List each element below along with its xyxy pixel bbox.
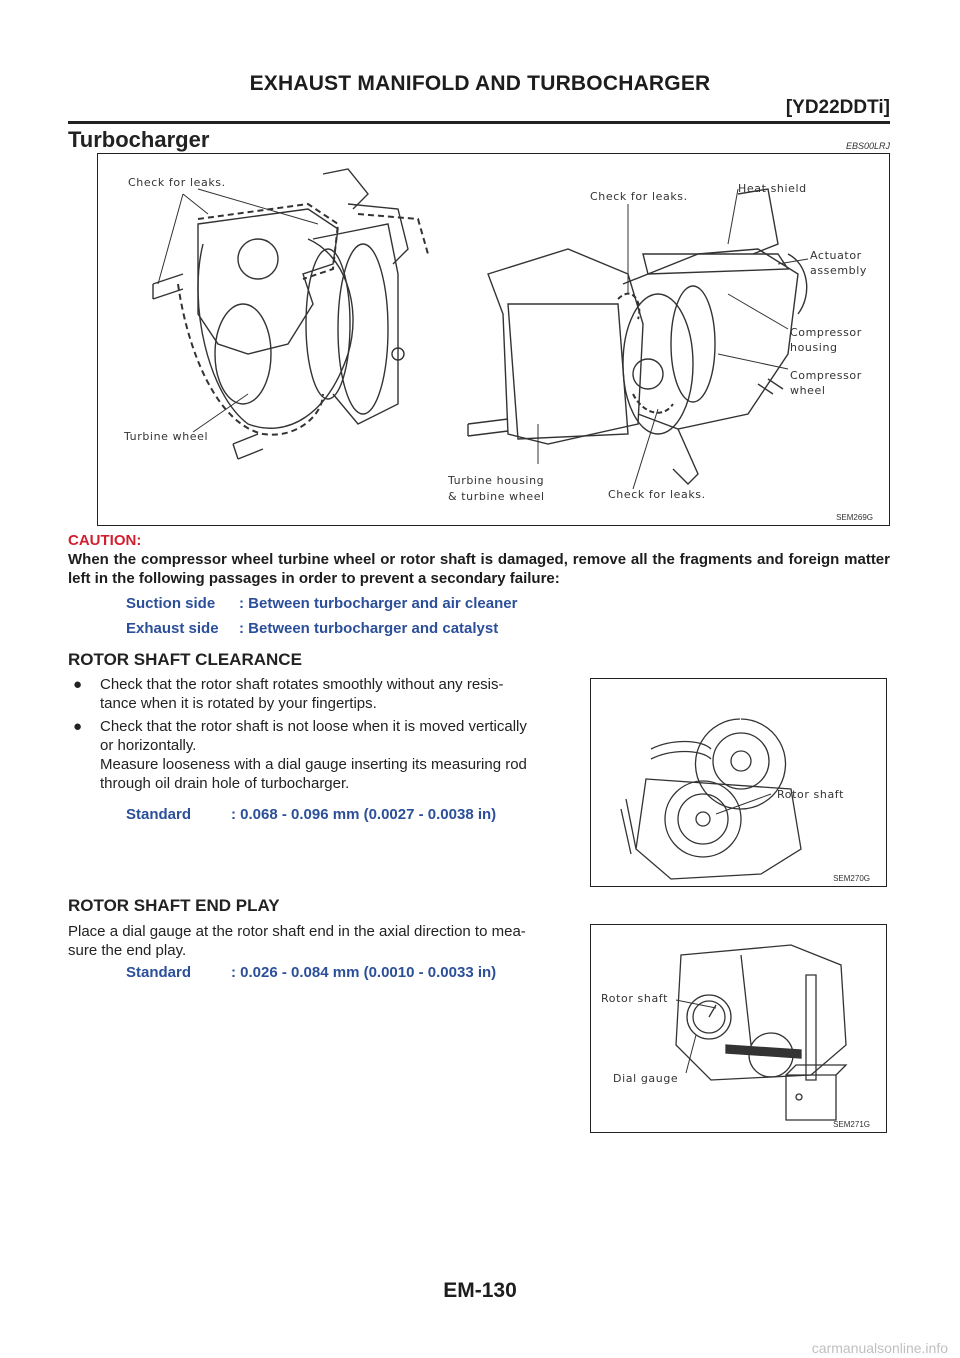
label-turbine-housing-2: & turbine wheel	[448, 490, 545, 503]
label-check-leaks-bottom: Check for leaks.	[608, 488, 706, 501]
section-title: Turbocharger	[68, 127, 210, 152]
label-check-leaks-left: Check for leaks.	[128, 176, 226, 189]
text-line: Check that the rotor shaft is not loose when it is moved vertically	[100, 718, 527, 735]
label-check-leaks-top: Check for leaks.	[590, 190, 688, 203]
text-line: through oil drain hole of turbocharger.	[100, 775, 350, 792]
figure-code: SEM271G	[833, 1120, 870, 1129]
label-heat-shield: Heat shield	[738, 182, 807, 195]
engine-model: [YD22DDTi]	[785, 97, 890, 118]
label-compressor-wheel-2: wheel	[790, 384, 826, 397]
suction-side-label: Suction side	[126, 595, 216, 612]
section-code: EBS00LRJ	[845, 141, 890, 151]
page-number: EM-130	[443, 1279, 517, 1302]
label-compressor-wheel-1: Compressor	[790, 369, 862, 382]
exhaust-side-value: : Between turbocharger and catalyst	[239, 620, 499, 637]
caution-text: When the compressor wheel turbine wheel or rotor shaft is damaged, remove all the fragments and foreign matter left in the following passages in order to prevent a secondary failure:	[68, 551, 890, 587]
label-actuator-2: assembly	[810, 264, 868, 277]
end-play-illustration	[591, 925, 886, 1132]
bullet-dot: ●	[73, 676, 83, 693]
clearance-heading: ROTOR SHAFT CLEARANCE	[68, 650, 302, 669]
figure-code: SEM270G	[833, 874, 870, 883]
watermark: carmanualsonline.info	[811, 1340, 948, 1356]
header-rule	[68, 121, 890, 124]
turbocharger-figure	[97, 153, 890, 526]
text-line: or horizontally.	[100, 737, 197, 754]
label-turbine-housing-1: Turbine housing	[448, 474, 545, 487]
text-line: Place a dial gauge at the rotor shaft end in the axial direction to mea-	[68, 923, 526, 940]
turbocharger-illustration	[98, 154, 889, 525]
exhaust-side-label: Exhaust side	[126, 620, 219, 637]
label-dial-gauge: Dial gauge	[613, 1072, 679, 1085]
text-line: sure the end play.	[68, 942, 187, 959]
label-rotor-shaft: Rotor shaft	[777, 788, 844, 801]
endplay-heading: ROTOR SHAFT END PLAY	[68, 896, 280, 915]
clearance-standard-value: : 0.068 - 0.096 mm (0.0027 - 0.0038 in)	[231, 806, 497, 823]
label-actuator-1: Actuator	[810, 249, 862, 262]
text-line: Check that the rotor shaft rotates smoothly without any resis-	[100, 676, 504, 693]
label-compressor-housing-1: Compressor	[790, 326, 862, 339]
suction-side-value: : Between turbocharger and air cleaner	[239, 595, 518, 612]
text-line: tance when it is rotated by your fingertips.	[100, 695, 377, 712]
rotor-shaft-illustration	[591, 679, 886, 886]
label-compressor-housing-2: housing	[790, 341, 838, 354]
clearance-bullet-2	[100, 717, 580, 793]
manual-chapter-title: EXHAUST MANIFOLD AND TURBOCHARGER	[249, 72, 711, 95]
text-line: Measure looseness with a dial gauge inserting its measuring rod	[100, 756, 527, 773]
end-play-figure	[590, 924, 887, 1133]
endplay-standard-label: Standard	[126, 964, 192, 981]
figure-code: SEM269G	[836, 513, 873, 522]
endplay-standard-value: : 0.026 - 0.084 mm (0.0010 - 0.0033 in)	[231, 964, 497, 981]
endplay-text	[68, 922, 583, 960]
caution-heading: CAUTION:	[68, 532, 142, 549]
clearance-bullet-1	[100, 675, 580, 713]
clearance-standard-label: Standard	[126, 806, 192, 823]
label-turbine-wheel: Turbine wheel	[124, 430, 209, 443]
rotor-shaft-figure	[590, 678, 887, 887]
label-rotor-shaft: Rotor shaft	[601, 992, 668, 1005]
bullet-dot: ●	[73, 718, 83, 735]
